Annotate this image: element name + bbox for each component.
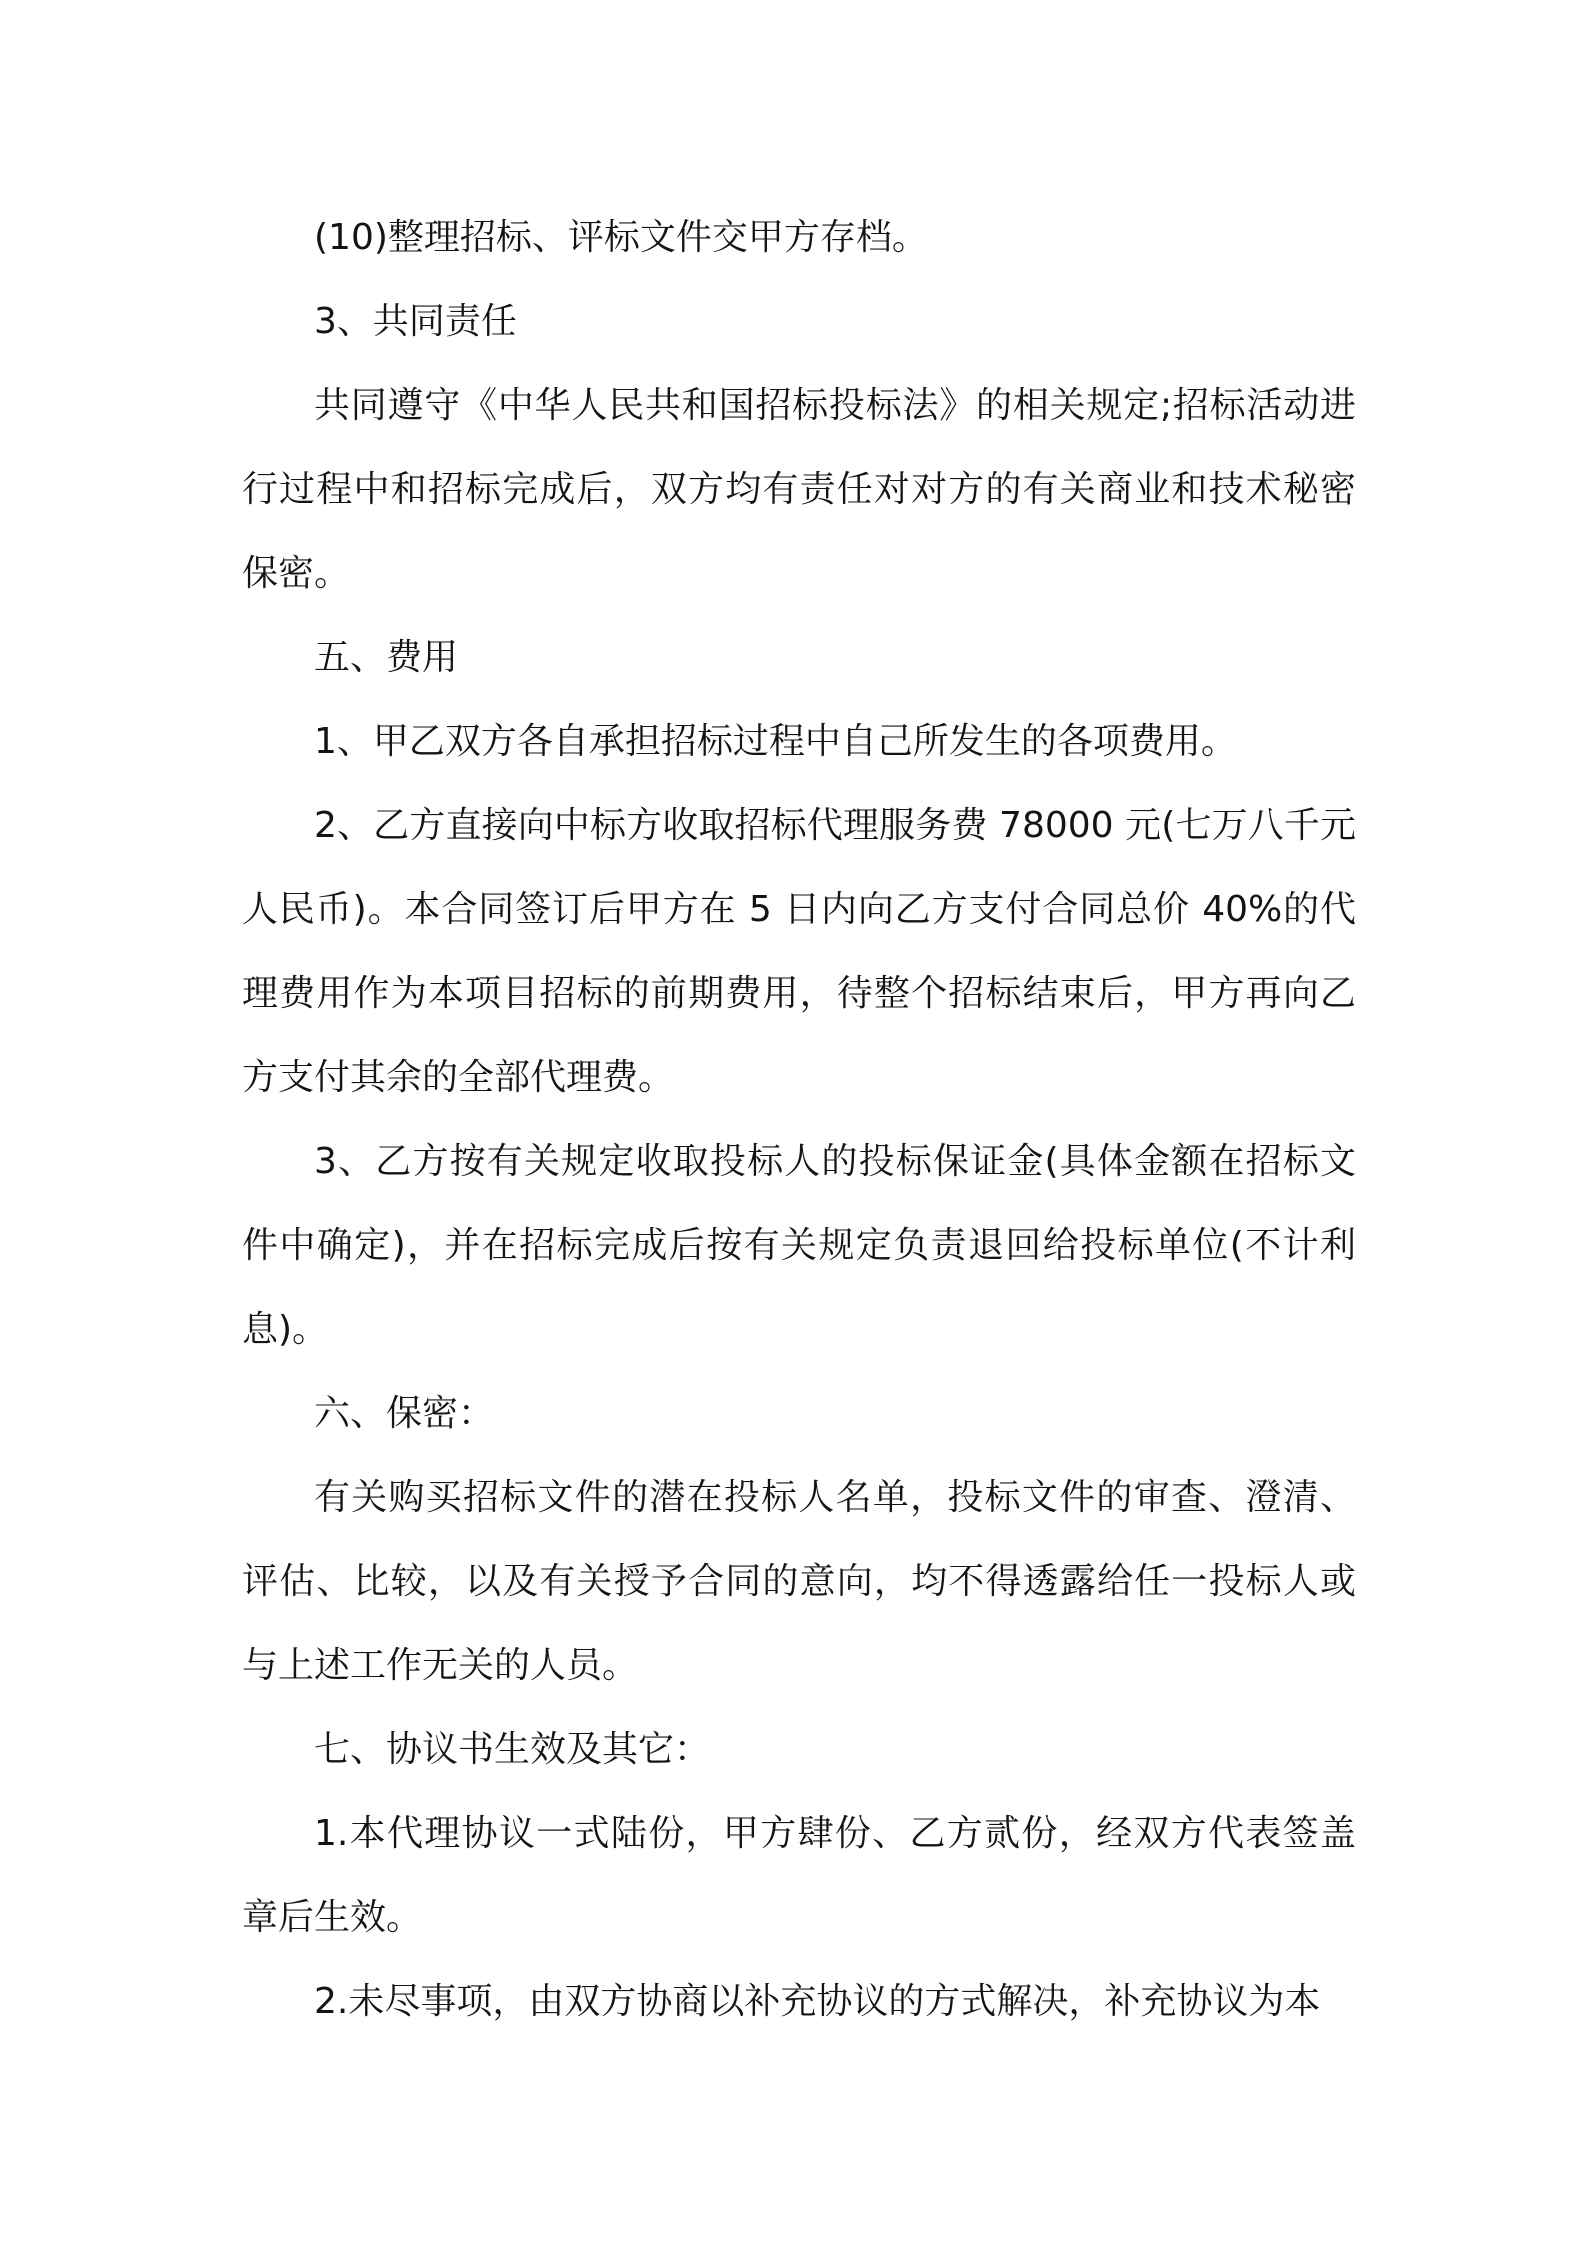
paragraph-fee-3: 3、乙方按有关规定收取投标人的投标保证金(具体金额在招标文件中确定)，并在招标完成后按有关规定负责退回给投标单位(不计利息)。 [242,1141,1356,1350]
heading-confidentiality: 六、保密： [314,1393,495,1434]
paragraph-confidentiality: 有关购买招标文件的潜在投标人名单，投标文件的审查、澄清、评估、比较，以及有关授予合同的意向，均不得透露给任一投标人或与上述工作无关的人员。 [242,1477,1356,1686]
heading-effectiveness: 七、协议书生效及其它： [314,1729,711,1770]
document-body [242,196,1356,2044]
paragraph-fee-1: 1、甲乙双方各自承担招标过程中自己所发生的各项费用。 [314,721,1237,762]
paragraph-archive-documents: (10)整理招标、评标文件交甲方存档。 [314,217,928,258]
heading-fees: 五、费用 [314,637,459,678]
paragraph-fee-2: 2、乙方直接向中标方收取招标代理服务费 78000 元(七万八千元人民币)。本合同签订后甲方在 5 日内向乙方支付合同总价 40%的代理费用作为本项目招标的前期费用，待整个招标结束后，甲方再向乙方支付其余的全部代理费。 [242,805,1356,1098]
paragraph-joint-responsibility: 共同遵守《中华人民共和国招标投标法》的相关规定;招标活动进行过程中和招标完成后，双方均有责任对对方的有关商业和技术秘密保密。 [242,385,1356,594]
paragraph-effectiveness-1: 1.本代理协议一式陆份，甲方肆份、乙方贰份，经双方代表签盖章后生效。 [242,1813,1356,1938]
paragraph-effectiveness-2: 2.未尽事项，由双方协商以补充协议的方式解决，补充协议为本 [314,1981,1321,2022]
heading-joint-responsibility: 3、共同责任 [314,301,517,342]
